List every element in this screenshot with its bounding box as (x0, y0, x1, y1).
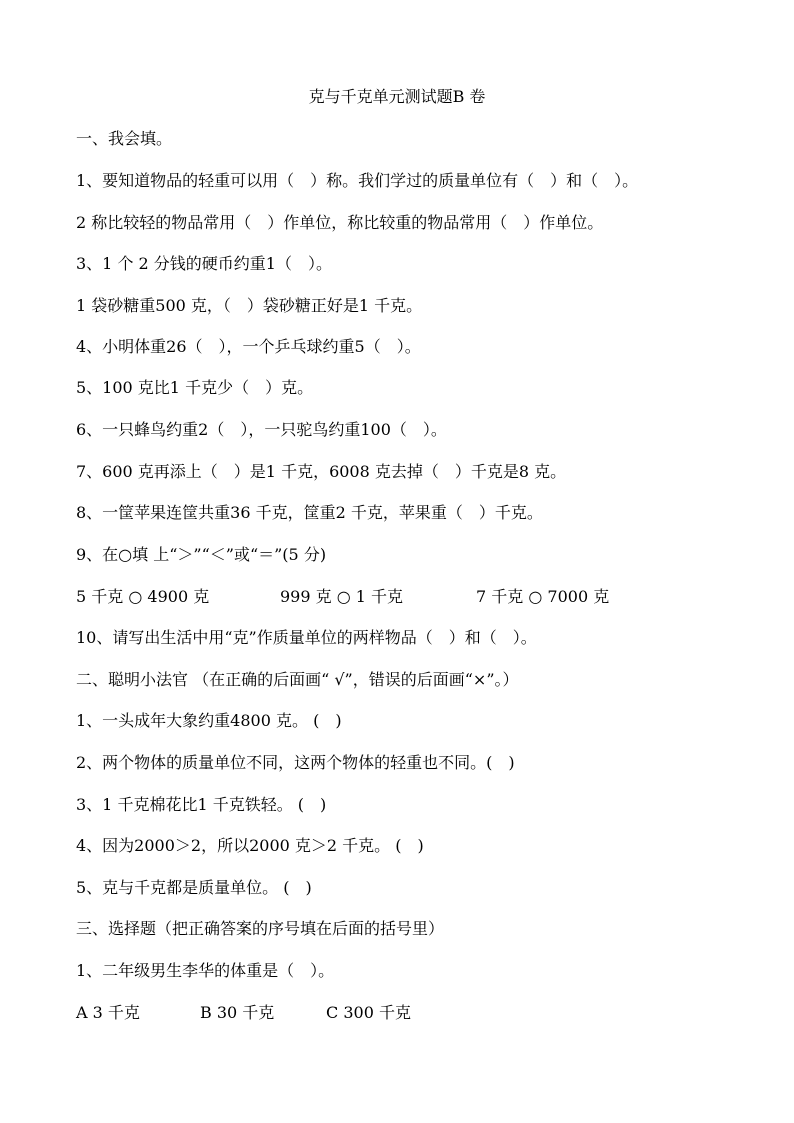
question-2-1: 1、一头成年大象约重4800 克。 ( ) (76, 711, 342, 730)
question-3-1: 1、二年级男生李华的体重是（ ）。 (76, 961, 335, 980)
question-1-1: 1、要知道物品的轻重可以用（ ）称。我们学过的质量单位有（ ）和（ ）。 (76, 171, 639, 190)
question-1-2: 2 称比较轻的物品常用（ ）作单位，称比较重的物品常用（ ）作单位。 (76, 213, 604, 232)
option-b: B 30 千克 (200, 1003, 275, 1022)
section-1-heading: 一、我会填。 (76, 129, 173, 148)
question-2-5: 5、克与千克都是质量单位。 ( ) (76, 878, 312, 897)
question-1-4: 4、小明体重26（ ），一个乒乓球约重5（ ）。 (76, 337, 421, 356)
section-2-heading: 二、聪明小法官 （在正确的后面画“ √”，错误的后面画“×”。） (76, 670, 519, 689)
question-1-3a: 3、1 个 2 分钱的硬币约重1（ ）。 (76, 254, 332, 273)
question-1-5: 5、100 克比1 千克少（ ）克。 (76, 378, 314, 397)
question-1-8: 8、一筐苹果连筐共重36 千克，筐重2 千克，苹果重（ ）千克。 (76, 503, 543, 522)
question-1-10: 10、请写出生活中用“克”作质量单位的两样物品（ ）和（ ）。 (76, 628, 537, 647)
question-1-6: 6、一只蜂鸟约重2（ ），一只驼鸟约重100（ ）。 (76, 420, 447, 439)
section-3-heading: 三、选择题（把正确答案的序号填在后面的括号里） (76, 919, 445, 938)
option-a: A 3 千克 (76, 1003, 140, 1022)
compare-item-2: 999 克 ○ 1 千克 (280, 587, 404, 606)
page-title: 克与千克单元测试题B 卷 (308, 87, 486, 106)
question-1-7: 7、600 克再添上（ ）是1 千克，6008 克去掉（ ）千克是8 克。 (76, 462, 567, 481)
question-2-4: 4、因为2000＞2，所以2000 克＞2 千克。 ( ) (76, 836, 424, 855)
compare-item-1: 5 千克 ○ 4900 克 (76, 587, 210, 606)
question-1-9: 9、在○填 上“＞”“＜”或“＝”(5 分) (76, 545, 327, 564)
option-c: C 300 千克 (326, 1003, 411, 1022)
question-1-3b: 1 袋砂糖重500 克，（ ）袋砂糖正好是1 千克。 (76, 296, 423, 315)
question-2-2: 2、两个物体的质量单位不同，这两个物体的轻重也不同。( ) (76, 753, 515, 772)
question-2-3: 3、1 千克棉花比1 千克铁轻。 ( ) (76, 795, 327, 814)
compare-item-3: 7 千克 ○ 7000 克 (476, 587, 610, 606)
